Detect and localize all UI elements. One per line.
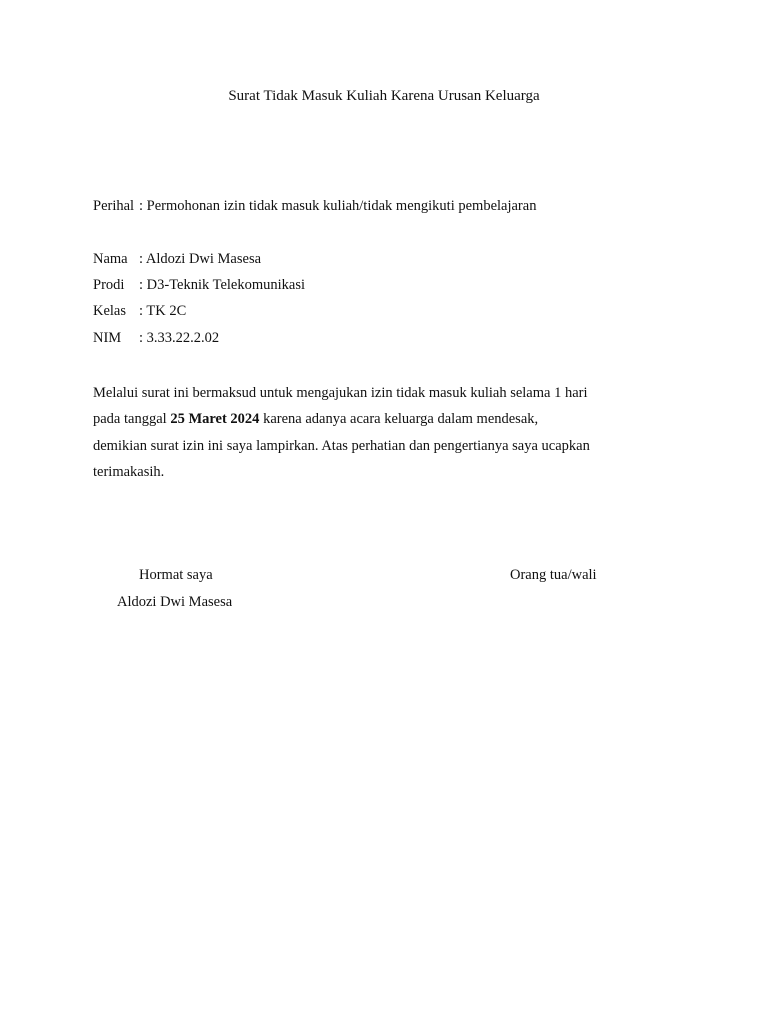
kelas-label: Kelas	[93, 303, 127, 319]
letter-title: Surat Tidak Masuk Kuliah Karena Urusan Keluarga	[228, 88, 540, 104]
signature-right-heading: Orang tua/wali	[510, 567, 597, 583]
signature-left-name: Aldozi Dwi Masesa	[117, 594, 233, 610]
nim-label: NIM	[93, 330, 122, 346]
nama-row	[93, 249, 261, 269]
body-line-3: demikian surat izin ini saya lampirkan. Atas perhatian dan pengertianya saya ucapkan	[93, 437, 590, 454]
kelas-value: : TK 2C	[139, 303, 187, 319]
perihal-value: : Permohonan izin tidak masuk kuliah/tidak mengikuti pembelajaran	[139, 198, 537, 214]
body-line-2	[93, 406, 593, 432]
prodi-row	[93, 275, 305, 295]
body-paragraph	[93, 380, 593, 486]
nim-value: : 3.33.22.2.02	[139, 330, 220, 346]
body-line-1: Melalui surat ini bermaksud untuk mengajukan izin tidak masuk kuliah selama 1 hari	[93, 385, 588, 401]
perihal-row	[93, 196, 536, 216]
body-date: 25 Maret 2024	[170, 411, 260, 428]
body-line-2-pre: pada tanggal	[93, 411, 171, 428]
nama-value: : Aldozi Dwi Masesa	[139, 251, 262, 267]
body-line-4: terimakasih.	[93, 464, 165, 481]
kelas-row	[93, 301, 186, 321]
nama-label: Nama	[93, 251, 128, 267]
signature-left-heading: Hormat saya	[139, 567, 213, 583]
nim-row	[93, 328, 219, 348]
prodi-value: : D3-Teknik Telekomunikasi	[139, 277, 306, 293]
perihal-label: Perihal	[93, 198, 135, 214]
prodi-label: Prodi	[93, 277, 125, 293]
body-line-2-post: karena adanya acara keluarga dalam mendesak,	[259, 411, 539, 428]
